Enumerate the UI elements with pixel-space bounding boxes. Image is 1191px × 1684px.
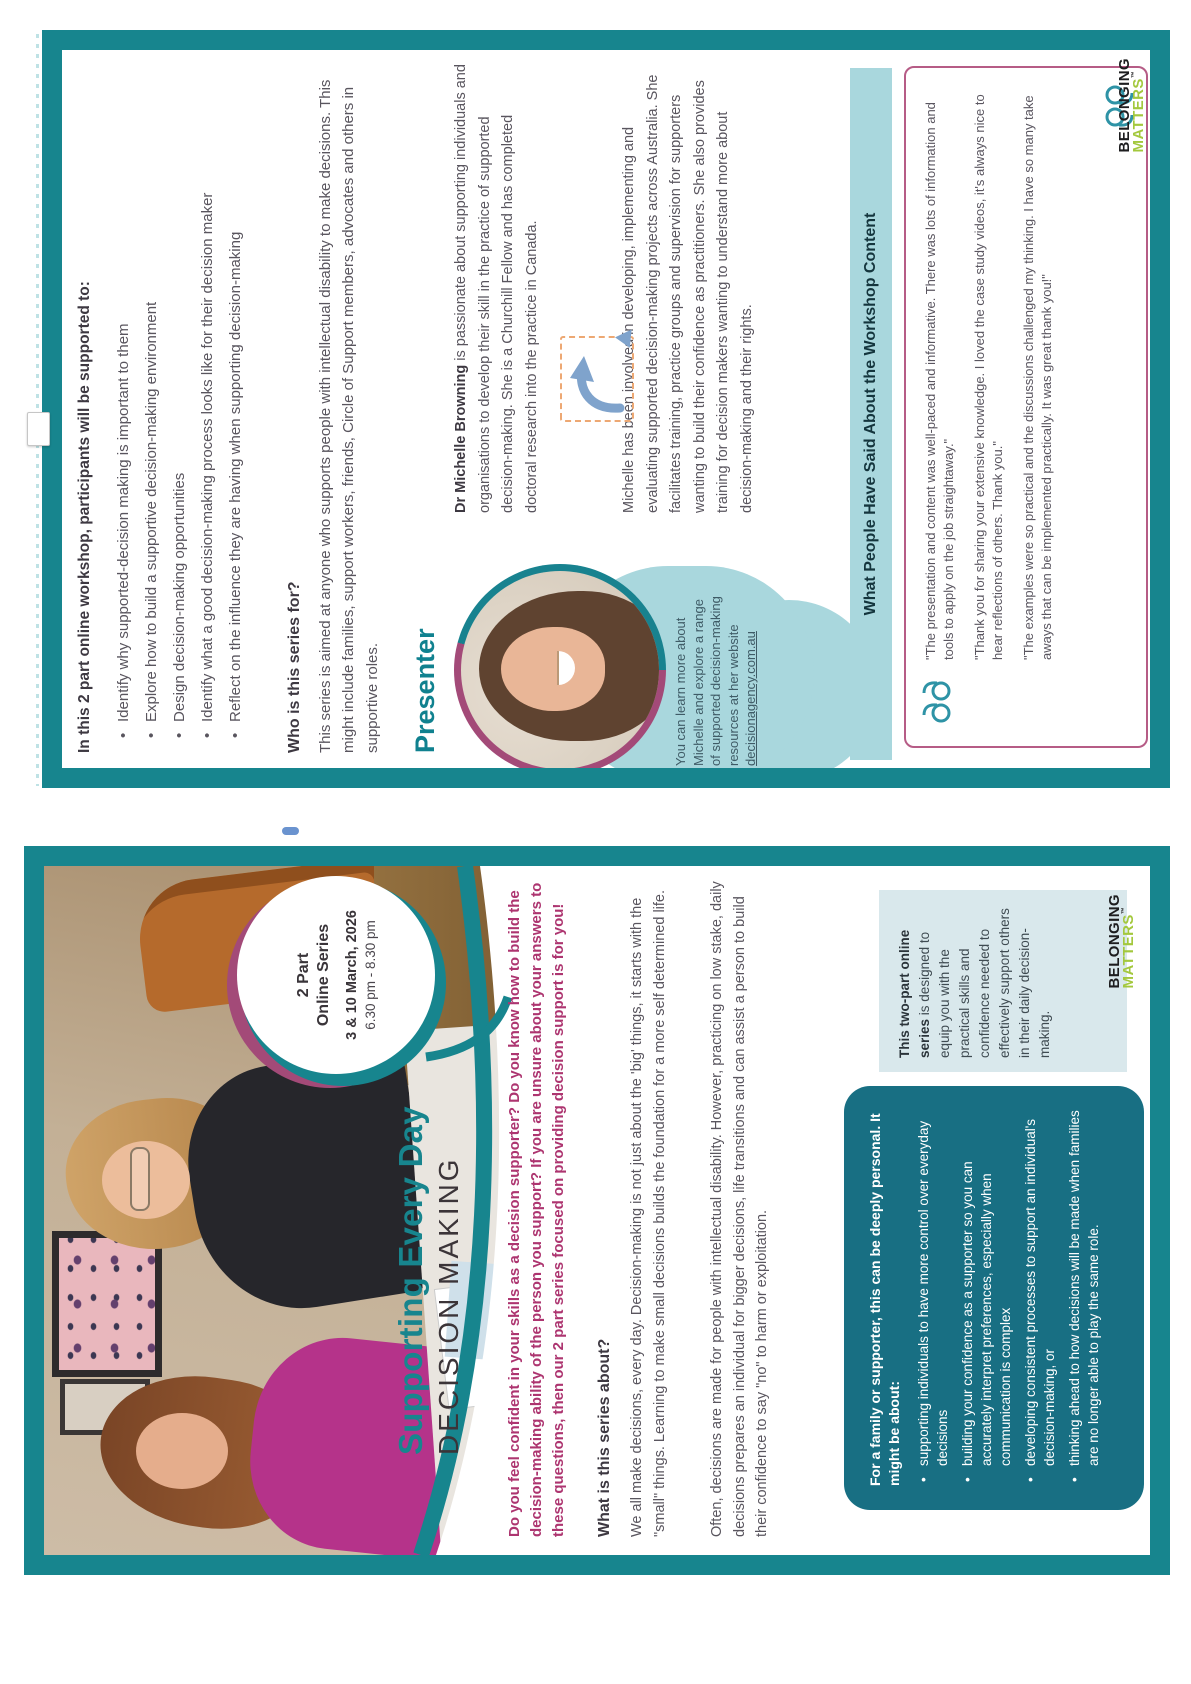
personal-box <box>844 1086 1144 1510</box>
flyer-title <box>392 1106 465 1455</box>
selection-marquee <box>36 34 39 786</box>
loading-placeholder-box[interactable] <box>560 336 634 422</box>
learn-more-text <box>672 590 760 766</box>
workshop-bullet: • Identify why supported-decision making is important to them <box>110 60 138 742</box>
belonging-matters-logo <box>1107 894 1136 988</box>
badge-time: 6.30 pm - 8.30 pm <box>363 920 378 1030</box>
who-text: This series is aimed at anyone who supports people with intellectual disability to make decisions. This might include families, support workers, friends, Circle of Support members, advocates and others in supportive roles. <box>317 79 381 753</box>
presenter-bio-1 <box>450 63 544 513</box>
personal-bullet: • supporting individuals to have more control over everyday decisions <box>914 1110 952 1486</box>
presenter-face <box>501 627 605 711</box>
series-summary-lead: This two-part online series <box>897 929 932 1058</box>
website-link[interactable]: decisionagency.com.au <box>743 631 758 766</box>
personal-bullet: • building your confidence as a supporter so you can accurately interpret preferences, especially when communication is complex <box>958 1110 1015 1486</box>
about-heading: What is this series about? <box>596 1338 613 1537</box>
presenter-bio-1-text: is passionate about supporting individuals and organisations to develop their skill in the practice of supported decision-making. She is a Churchill Fellow and has completed doctoral research into the practice in Canada. <box>453 64 540 513</box>
sheet-top[interactable] <box>42 30 1170 788</box>
testimonial-quote: "Thank you for sharing your extensive knowledge. I loved the case study videos, it's always nice to hear reflections of others. Thank you." <box>972 94 1005 660</box>
series-summary-text: is designed to equip you with the practical skills and confidence needed to effectively support others in their daily decision-making. <box>917 908 1052 1058</box>
sheet-bottom[interactable] <box>24 846 1170 1575</box>
logo-line-2: MATTERS™ <box>1130 70 1147 153</box>
curved-arrow-icon <box>562 342 628 420</box>
learn-more-text-body: You can learn more about Michelle and explore a range of supported decision-making resources at her website <box>673 596 741 766</box>
personal-bullet: • developing consistent processes to support an individual's decision-making, or <box>1021 1110 1059 1486</box>
logo-trademark: ™ <box>1131 70 1138 79</box>
page-bottom-content <box>44 866 1150 1555</box>
glasses-icon <box>130 1147 150 1211</box>
title-line-2: DECISION MAKING <box>433 1156 464 1455</box>
testimonials-box <box>904 66 1148 748</box>
pink-artwork-icon <box>52 1231 162 1377</box>
selection-drag-handle[interactable] <box>27 412 50 446</box>
presenter-name: Dr Michelle Browning <box>453 364 469 513</box>
page-top-content <box>62 50 1150 768</box>
presenter-photo <box>461 571 659 769</box>
workshop-bullet: • Explore how to build a supportive decision-making environment <box>138 60 166 742</box>
logo-trademark: ™ <box>1121 906 1128 915</box>
workshop-bullet-list <box>110 60 250 742</box>
badge-date: 3 & 10 March, 2026 <box>344 910 360 1040</box>
logo-line-2: MATTERS™ <box>1120 906 1137 989</box>
page-gap-marker-icon <box>282 827 299 835</box>
logo-line-1: BELONGING <box>1116 58 1133 153</box>
presenter-bio-2: Michelle has been involved in developing, implementing and evaluating supported decision-making projects across Australia. She facilitates training, practice groups and supervision for supporters wanting to build their confidence as practitioners. She also provides training for decision makers wanting to understand more about decision-making and their rights. <box>621 74 755 513</box>
personal-box-lead: For a family or supporter, this can be deeply personal. It might be about: <box>867 1113 902 1486</box>
badge-line-1: 2 Part <box>295 952 312 998</box>
belonging-matters-logo <box>1117 58 1146 152</box>
series-badge <box>237 876 435 1074</box>
presenter-photo-ring <box>454 564 666 776</box>
woman-auburn-face <box>136 1413 228 1489</box>
testimonial-quote: "The examples were so practical and the discussions challenged my thinking. I have so many take aways that can be implemented practically. It was great thank you!" <box>1021 95 1054 660</box>
intro-paragraph: Do you feel confident in your skills as a decision supporter? Do you know how to build the decision-making ability of the person you support? If you are unsure about your answers to these questions, then our 2 part series focused on providing decision support is for you! <box>506 882 567 1537</box>
badge-line-2: Online Series <box>315 923 332 1027</box>
title-line-1: Supporting Every Day <box>392 1106 429 1455</box>
testimonials-banner <box>850 68 892 760</box>
personal-bullet-list <box>914 1110 1103 1486</box>
logo-line-1: BELONGING <box>1106 894 1123 989</box>
testimonials-banner-text: What People Have Said About the Workshop Content <box>862 212 879 616</box>
about-paragraph-2: Often, decisions are made for people with intellectual disability. However, practicing on low stake, daily decisions prepares an individual for bigger decisions, life transitions and can assist a person to build their confidence to say "no" to harm or exploitation. <box>709 881 770 1537</box>
presenter-heading: Presenter <box>410 628 440 753</box>
personal-bullet: • thinking ahead to how decisions will be made when families are no longer able to play the same role. <box>1065 1110 1103 1486</box>
testimonial-quotes <box>922 94 1069 660</box>
who-heading: Who is this series for? <box>286 581 303 753</box>
workshop-heading: In this 2 part online workshop, participants will be supported to: <box>76 281 93 753</box>
workshop-bullet: • Identify what a good decision-making process looks like for their decision maker <box>194 60 222 742</box>
about-paragraph-1: We all make decisions, every day. Decision-making is not just about the 'big' things, it starts with the "small" things. Learning to make small decisions builds the foundation for a more self determined life. <box>629 889 668 1537</box>
testimonial-quote: "The presentation and content was well-paced and informative. There was lots of information and tools to apply on the job straightaway." <box>923 102 956 660</box>
series-summary-box <box>879 890 1127 1072</box>
workshop-bullet: • Reflect on the influence they are having when supporting decision-making <box>222 60 250 742</box>
quote-open-icon <box>920 676 954 724</box>
workshop-bullet: • Design decision-making opportunities <box>166 60 194 742</box>
